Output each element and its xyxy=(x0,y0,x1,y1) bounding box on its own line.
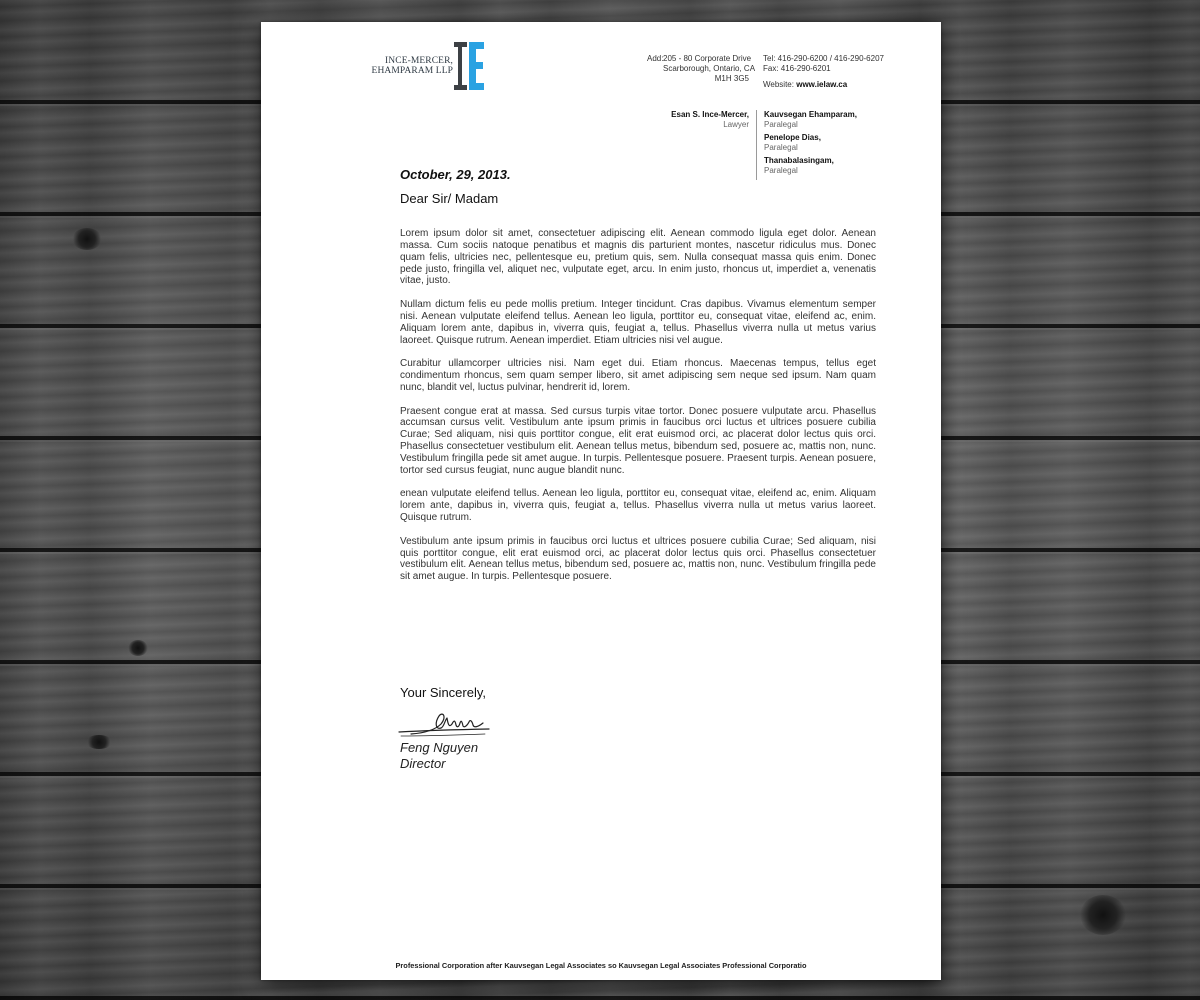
address-line2: Scarborough, Ontario, CA xyxy=(663,64,756,74)
ie-monogram-icon xyxy=(454,42,486,90)
website-label: Website: xyxy=(763,80,794,90)
paralegal-name: Penelope Dias, xyxy=(764,133,821,142)
body-paragraph: enean vulputate eleifend tellus. Aenean leo ligula, porttitor eu, consequat vitae, eleifend ac, enim. Aliquam lorem ante, dapibus in, viverra quis, feugiat a, tellus. Phasellus viverra nulla ut metus varius laoreet. Quisque rutrum. xyxy=(400,488,876,524)
logo-mark-accent xyxy=(469,42,484,90)
website-line xyxy=(763,80,884,90)
address-lines xyxy=(663,54,756,85)
tel-text: Tel: 416-290-6200 / 416-290-6207 xyxy=(763,54,884,63)
paralegal-entry xyxy=(764,110,857,130)
signer-title: Director xyxy=(400,756,446,771)
address-label: Add: xyxy=(647,54,664,63)
website-link[interactable]: www.ielaw.ca xyxy=(796,80,848,90)
letter-body xyxy=(400,228,876,595)
salutation: Dear Sir/ Madam xyxy=(400,191,499,206)
phone-block xyxy=(763,54,884,91)
lawyer-name: Esan S. Ince-Mercer, xyxy=(671,110,749,119)
firm-name xyxy=(327,56,453,76)
firm-name-line2: EHAMPARAM LLP xyxy=(371,66,453,76)
paralegal-list xyxy=(764,110,857,179)
lawyer-role: Lawyer xyxy=(723,120,749,129)
wood-knot xyxy=(1080,895,1126,935)
body-paragraph: Praesent congue erat at massa. Sed cursus turpis vitae tortor. Donec posuere vulputate arcu. Phasellus accumsan cursus velit. Vestibulum ante ipsum primis in faucibus orci luctus et ultrices posuere cubilia Curae; Sed aliquam, nisi quis porttitor congue, elit erat euismod orci, ac placerat dolor lectus quis orci. Phasellus consectetuer vestibulum elit. Aenean tellus metus, bibendum sed, posuere ac, mattis non, nunc. Vestibulum fringilla pede sit amet augue. In turpis. Pellentesque posuere. Praesent turpis. Aenean posuere, tortor sed cursus feugiat, nunc augue blandit nunc. xyxy=(400,405,876,476)
paralegal-role: Paralegal xyxy=(764,166,798,175)
signer-name: Feng Nguyen xyxy=(400,740,479,755)
staff-divider xyxy=(756,110,757,180)
body-paragraph: Vestibulum ante ipsum primis in faucibus orci luctus et ultrices posuere cubilia Curae; Sed aliquam, nisi quis porttitor congue, elit erat euismod orci, ac placerat dolor lectus quis orci. Phasellus consectetuer vestibulum elit. Aenean tellus metus, bibendum sed, posuere ac, mattis non, nunc. Vestibulum fringilla pede sit amet augue. In turpis. Pellentesque posuere. xyxy=(400,535,876,583)
paralegal-entry xyxy=(764,133,857,153)
paralegal-role: Paralegal xyxy=(764,143,798,152)
footer-text: Professional Corporation after Kauvsegan Legal Associates so Kauvsegan Legal Associates Professional Corporatio xyxy=(395,961,807,970)
letter-date: October, 29, 2013. xyxy=(400,167,511,182)
paralegal-entry xyxy=(764,156,857,176)
firm-name-line1: INCE-MERCER, xyxy=(385,56,453,66)
paralegal-name: Thanabalasingam, xyxy=(764,156,834,165)
wood-knot xyxy=(72,228,102,250)
address-line1: 205 - 80 Corporate Drive xyxy=(663,54,752,63)
closing-line: Your Sincerely, xyxy=(400,685,486,700)
address-line3: M1H 3G5 xyxy=(714,74,749,84)
body-paragraph: Nullam dictum felis eu pede mollis pretium. Integer tincidunt. Cras dapibus. Vivamus elementum semper nisi. Aenean vulputate eleifend tellus. Aenean leo ligula, porttitor eu, consequat vitae, eleifend ac, enim. Aliquam lorem ante, dapibus in, viverra quis, feugiat a, tellus. Phasellus viverra nulla ut metus varius laoreet. Quisque rutrum. Aenean imperdiet. Etiam ultricies nisi vel augue. xyxy=(400,299,876,346)
body-paragraph: Curabitur ullamcorper ultricies nisi. Nam eget dui. Etiam rhoncus. Maecenas tempus, tellus eget condimentum rhoncus, sem quam semper libero, sit amet adipiscing sem neque sed ipsum. Nam quam nunc, blandit vel, luctus pulvinar, hendrerit id, lorem. xyxy=(400,358,876,393)
paralegal-name: Kauvsegan Ehamparam, xyxy=(764,110,857,119)
letterhead-page xyxy=(261,22,941,980)
lawyer-entry xyxy=(647,110,749,130)
firm-logo xyxy=(327,42,527,112)
wood-knot xyxy=(86,735,112,749)
paralegal-role: Paralegal xyxy=(764,120,798,129)
body-paragraph: Lorem ipsum dolor sit amet, consectetuer adipiscing elit. Aenean commodo ligula eget dolor. Aenean massa. Cum sociis natoque penatibus et magnis dis parturient montes, nascetur ridiculus mus. Donec quam felis, ultricies nec, pellentesque eu, pretium quis, sem. Nulla consequat massa quis enim. Donec pede justo, fringilla vel, aliquet nec, vulputate eget, arcu. In enim justo, rhoncus ut, imperdiet a, venenatis vitae, justo. xyxy=(400,228,876,287)
handwritten-signature xyxy=(397,706,493,740)
logo-mark-dark xyxy=(454,42,467,90)
fax-text: Fax: 416-290-6201 xyxy=(763,64,831,74)
wood-knot xyxy=(128,640,148,656)
